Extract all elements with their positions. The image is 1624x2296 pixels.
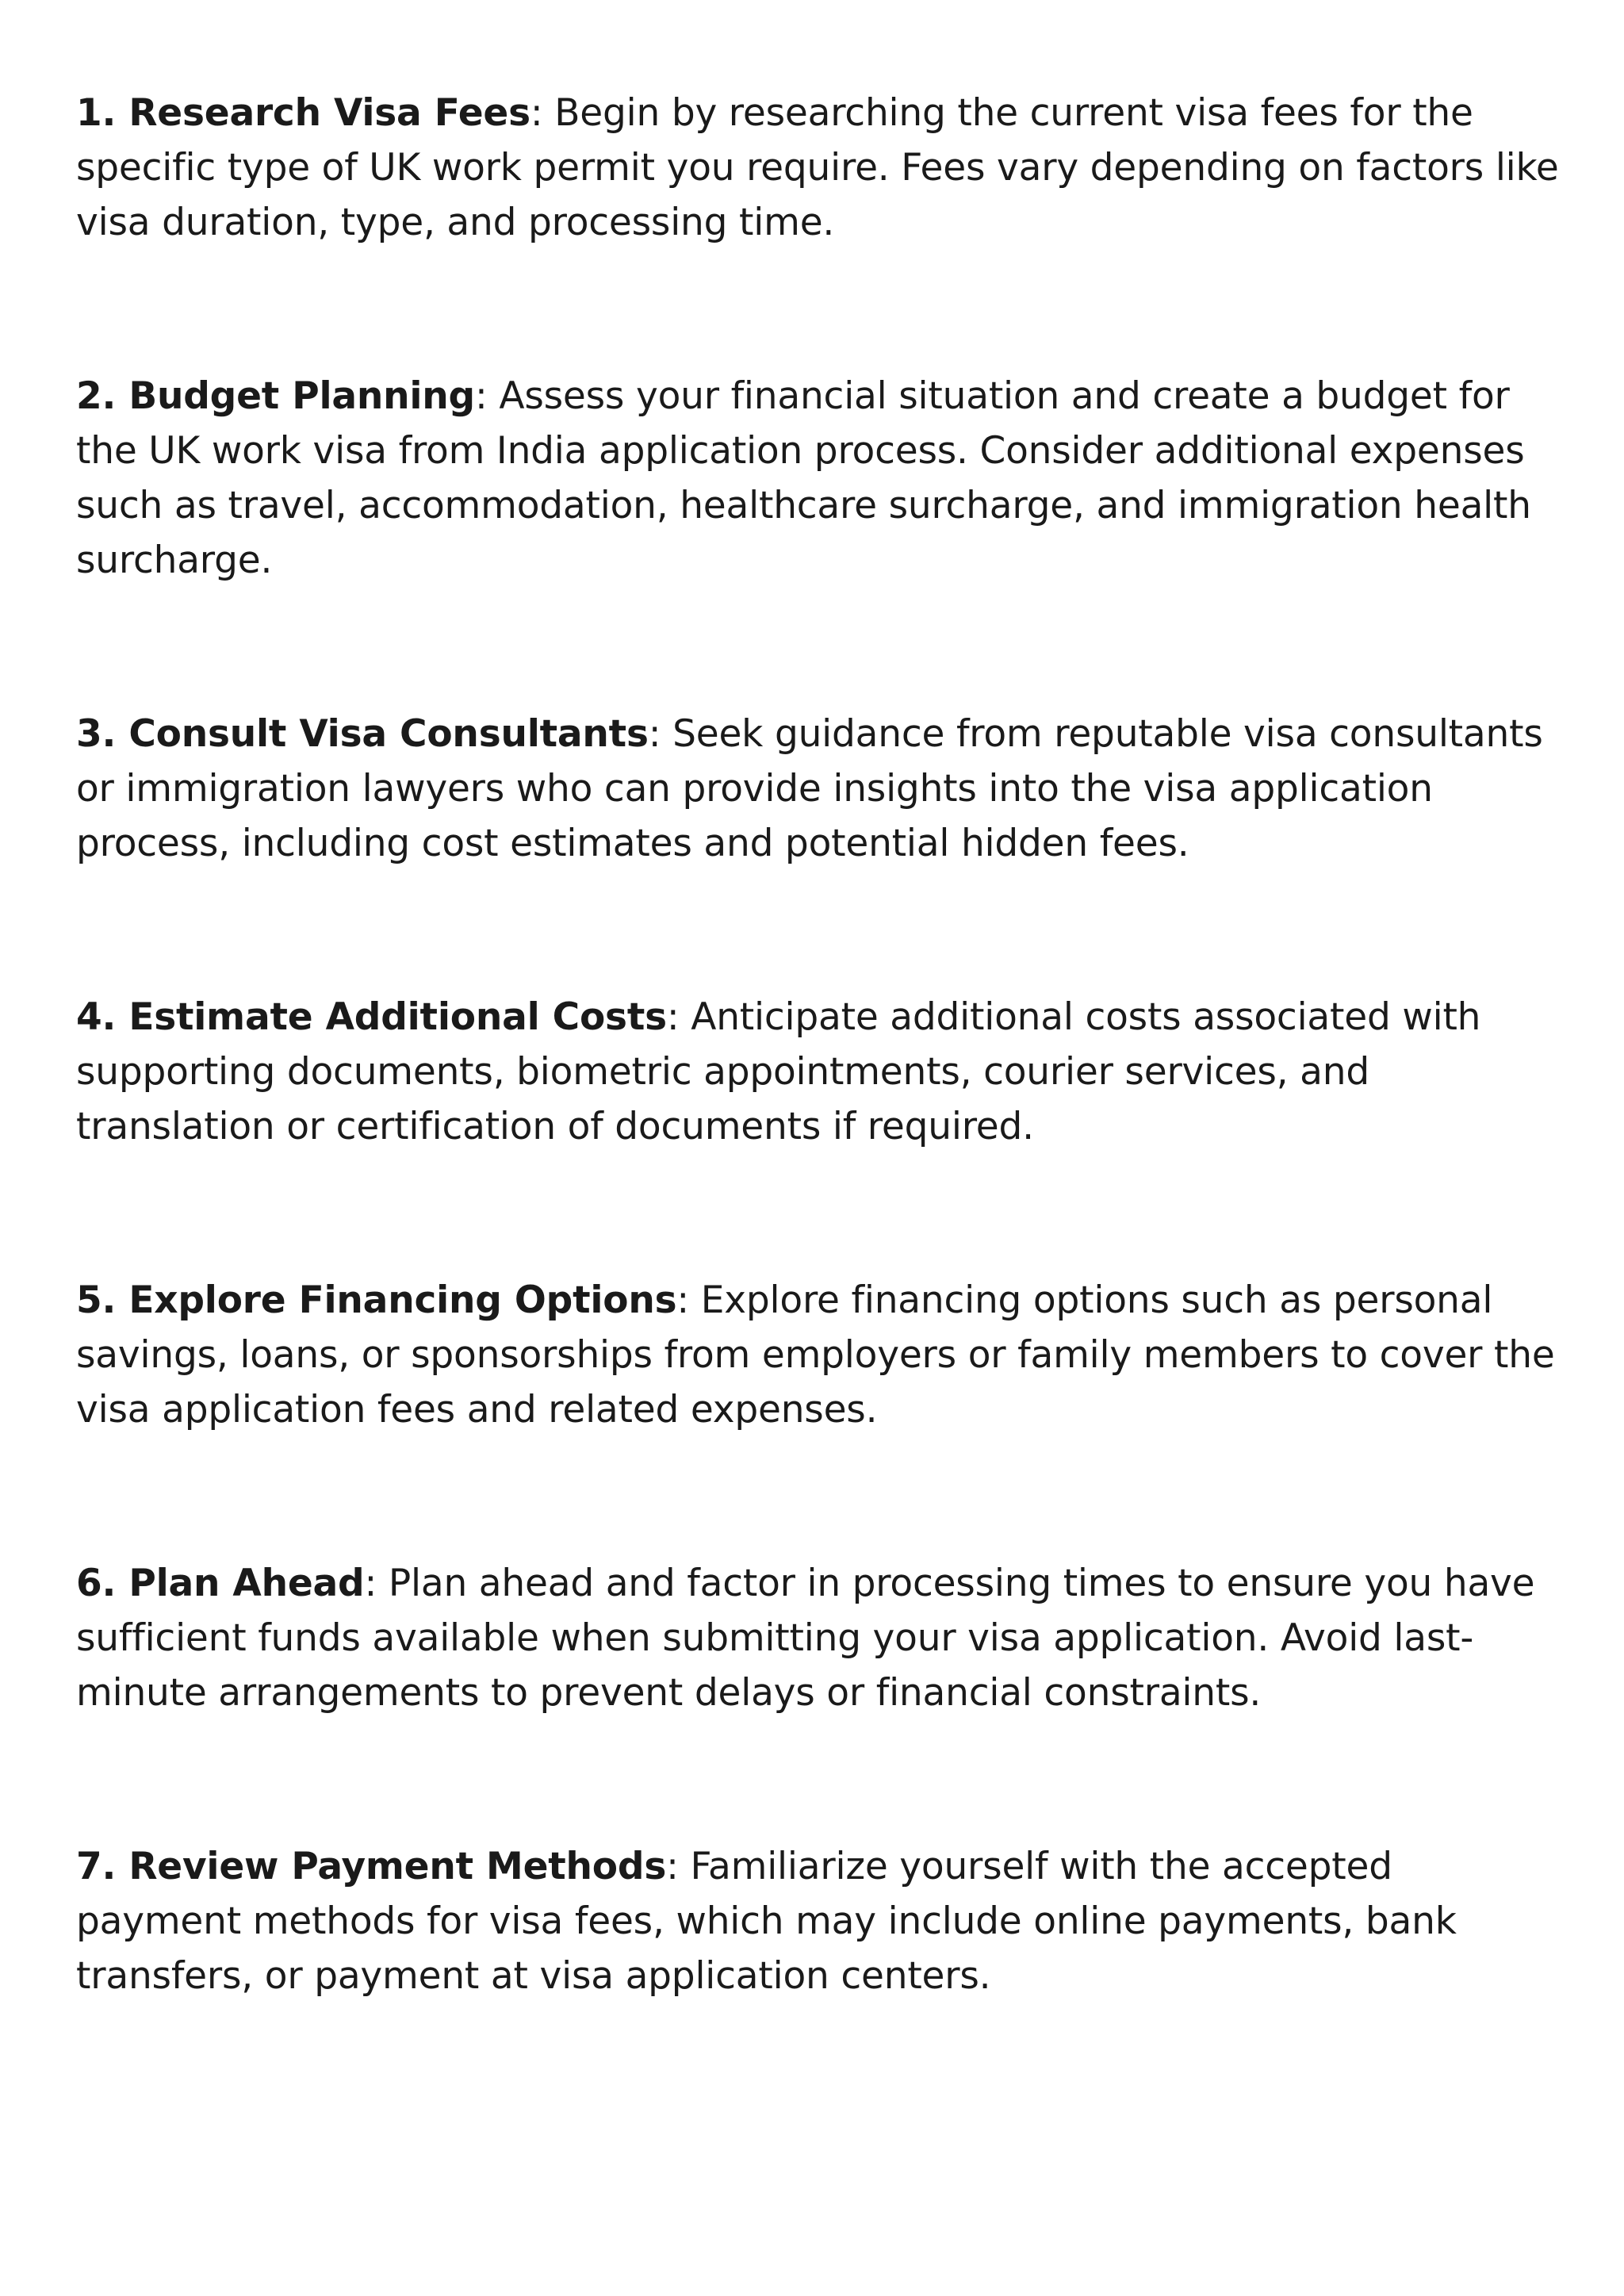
item-separator: :: [364, 1562, 377, 1605]
item-term: 3. Consult Visa Consultants: [76, 712, 649, 756]
item-separator: :: [475, 374, 488, 418]
list-item-consult-visa-consultants: [76, 707, 1567, 871]
item-term: 7. Review Payment Methods: [76, 1845, 667, 1888]
item-text: Familiarize yourself with the accepted payment methods for visa fees, which may include online payments, bank transfers, or payment at visa application centers.: [76, 1845, 1457, 1998]
item-text: Seek guidance from reputable visa consultants or immigration lawyers who can provide insights into the visa application process, including cost estimates and potential hidden fees.: [76, 712, 1543, 865]
list-item-explore-financing-options: [76, 1273, 1567, 1437]
list-item-estimate-additional-costs: [76, 990, 1567, 1154]
item-separator: :: [530, 91, 543, 135]
item-term: 2. Budget Planning: [76, 374, 476, 418]
document-body: [76, 86, 1567, 2003]
item-text: Anticipate additional costs associated with supporting documents, biometric appointments, courier services, and translation or certification of documents if required.: [76, 995, 1481, 1148]
item-separator: :: [666, 995, 680, 1039]
item-text: Begin by researching the current visa fees for the specific type of UK work permit you require. Fees vary depending on factors like visa duration, type, and processing time.: [76, 91, 1559, 244]
item-separator: :: [676, 1278, 690, 1322]
item-separator: :: [648, 712, 661, 756]
item-text: Explore financing options such as personal savings, loans, or sponsorships from employers or family members to cover the visa application fees and related expenses.: [76, 1278, 1555, 1432]
item-separator: :: [666, 1845, 679, 1888]
item-term: 5. Explore Financing Options: [76, 1278, 677, 1322]
list-item-plan-ahead: [76, 1556, 1567, 1720]
item-term: 1. Research Visa Fees: [76, 91, 530, 135]
list-item-review-payment-methods: [76, 1839, 1567, 2003]
list-item-budget-planning: [76, 369, 1567, 588]
list-item-research-visa-fees: [76, 86, 1567, 250]
item-text: Assess your financial situation and create a budget for the UK work visa from India application process. Consider additional expenses such as travel, accommodation, healthcare surcharge, and immigration health surcharge.: [76, 374, 1531, 582]
item-text: Plan ahead and factor in processing times to ensure you have sufficient funds available when submitting your visa application. Avoid last-minute arrangements to prevent delays or financial constraints.: [76, 1562, 1535, 1715]
item-term: 4. Estimate Additional Costs: [76, 995, 667, 1039]
item-term: 6. Plan Ahead: [76, 1562, 365, 1605]
